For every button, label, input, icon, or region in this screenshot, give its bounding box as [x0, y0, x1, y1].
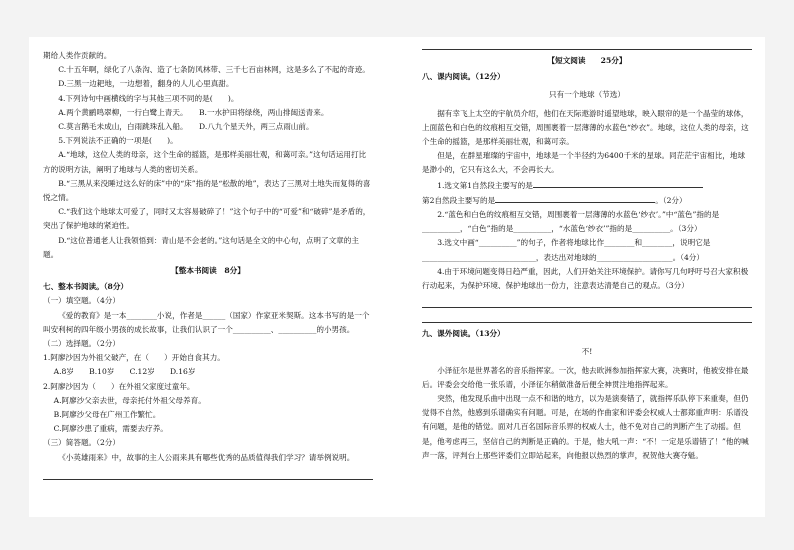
- question-7-2-2: 2.阿廖沙因为（ ）在外祖父家度过童年。: [43, 381, 195, 391]
- question-7-1: （一）填空题。（4分）: [43, 296, 120, 306]
- question-7-2-1-options: A.8岁 B.10岁 C.12岁 D.16岁: [53, 367, 196, 377]
- question-7-2: （二）选择题。（2分）: [43, 339, 120, 349]
- question-8-2: 2.“蓝色和白色的纹痕相互交错，周围裹着一层薄薄的水蓝色‘纱衣’。”中“蓝色”指的是__________，“白色”指的是__________，“水蓝色‘纱衣’”指的是__________。（3分）: [422, 210, 720, 234]
- question-7-3-text: 《小英雄雨来》中，故事的主人公雨来具有哪些优秀的品质值得我们学习？请举例说明。: [58, 452, 355, 462]
- question-4-options-ab: A.两个黄鹂鸣翠柳，一行白鹭上青天。 B.一水护田将绿绕，两山排闼送青来。: [58, 107, 329, 117]
- question-8-1b-text: 第2自然段主要写的是: [422, 195, 496, 205]
- top-rule: [422, 49, 752, 50]
- question-7-2-1: 1.阿廖沙因为外祖父破产，在（ ）开始自食其力。: [43, 353, 225, 363]
- passage-2-paragraph-1: 小泽征尔是世界著名的音乐指挥家。一次，他去欧洲参加指挥家大赛，决赛时，他被安排在最后。评委会交给他一张乐谱，小泽征尔稍做准备后便全神贯注地指挥起来。: [422, 365, 749, 389]
- question-8-1-score: 。（2分）: [655, 195, 687, 205]
- question-7-2-2-b: B.阿廖沙父母在广州工作繁忙。: [53, 410, 161, 420]
- passage-paragraph-2: 但是，在群星璀璨的宇宙中，地球是一个半径约为6400千米的星球。同茫茫宇宙相比，地球是渺小的，它只有这么大，不会再长大。: [422, 151, 746, 175]
- question-8-1b: [422, 193, 752, 208]
- question-7: 七、整本书阅读。（8分）: [43, 282, 129, 292]
- passage-2-title: 不!: [581, 347, 593, 357]
- text-line: 期给人类作贡献的。: [43, 51, 112, 60]
- question-8-1a: [422, 178, 752, 193]
- question-4: 4.下列诗句中画横线的字与其他三项不同的是( )。: [58, 93, 239, 103]
- question-5-a: A.“地球，这位人类的母亲，这个生命的摇篮，是那样美丽壮观，和蔼可亲。”这句话运用打比方的说明方法，阐明了地球与人类的密切关系。: [43, 150, 367, 174]
- passage-paragraph-1: 据有幸飞上太空的宇航员介绍，他们在天际遨游时遥望地球，映入眼帘的是一个晶莹的球体，上面蓝色和白色的纹痕相互交错，周围裹着一层薄薄的水蓝色“纱衣”。地球，这位人类的母亲，这个生命的摇篮，是那样美丽壮观，和蔼可亲。: [422, 108, 749, 147]
- question-5: 5.下列说法不正确的一项是( )。: [58, 136, 178, 146]
- answer-line[interactable]: [43, 467, 373, 480]
- answer-blank[interactable]: [495, 193, 655, 203]
- question-4-options-cd: C.莫言鹅毛未成山，白雨跳珠乱入船。 D.八九个星天外，两三点雨山前。: [58, 122, 314, 132]
- question-5-b: B.“三黑从来没睡过这么好的床”中的“床”指的是“松散的地”，表达了三黑对土地失而复得的喜悦之情。: [43, 178, 371, 203]
- left-column: [43, 49, 373, 482]
- question-7-3: （三）简答题。（2分）: [43, 438, 120, 448]
- passage-2-paragraph-2: 突然，他发现乐曲中出现一点不和谐的地方，以为是演奏错了，就指挥乐队停下来重奏，但仍觉得不自然，他感到乐谱确实有问题。可是，在场的作曲家和评委会权威人士都郑重声明：乐谱没有问题，是他的错觉。面对几百名国际音乐界的权威人士，他不免对自己的判断产生了动摇。但是，他考虑再三，坚信自己的判断是正确的。于是，他大吼一声：“不！一定是乐谱错了！”他的喊声一落，评判台上那些评委们立即站起来，向他报以热烈的掌声，祝贺他大赛夺魁。: [422, 394, 749, 460]
- answer-blank[interactable]: [533, 178, 703, 188]
- question-7-2-2-a: A.阿廖沙父亲去世，母亲托付外祖父母养育。: [53, 395, 206, 405]
- question-5-d: D.“这位普通老人让我领悟到：青山是不会老的。”这句话是全文的中心句，点明了文章的主题。: [43, 235, 359, 259]
- option-d: D.三黑一边耙地，一边想着，翻身的人儿心里真甜。: [58, 79, 234, 89]
- question-8-3: 3.选文中画“__________”的句子，作者将地球比作________和________，说明它是______________________________，表达出对地球的____________________。（4分）: [422, 238, 711, 262]
- question-8-4: 4.由于环境问题变得日趋严重，因此，人们开始关注环境保护。请你写几句呼吁号召大家积极行动起来，为保护环境、保护地球出一份力，注意表达清楚自己的观点。（3分）: [422, 266, 749, 291]
- question-7-2-2-c: C.阿廖沙患了重病，需要去疗养。: [53, 424, 168, 434]
- question-8-1a-text: 1.选文第1自然段主要写的是: [437, 180, 533, 190]
- question-9: 九、课外阅读。（13分）: [422, 329, 505, 339]
- option-c: C.十五年啊，绿化了八条沟、造了七条防风林带、三千七百亩林网，这是多么了不起的奇迹。: [58, 65, 370, 75]
- section-title-whole-book: 【整本书阅读 8分】: [171, 266, 245, 276]
- question-7-1-text: 《爱的教育》是一本________小说，作者是______（国家）作家亚米契斯。这本书写的是一个叫安利柯的四年级小男孩的成长故事，让我们认识了一个__________、__________的小男孩。: [43, 310, 370, 334]
- exam-page: [29, 37, 765, 517]
- question-8: 八、课内阅读。（12分）: [422, 72, 505, 82]
- passage-title: 只有一个地球（节选）: [549, 90, 625, 100]
- answer-line[interactable]: [422, 295, 752, 308]
- question-5-c: C.“我们这个地球太可爱了，同时又太容易破碎了！”这个句子中的“可爱”和“破碎”是矛盾的，突出了保护地球的紧迫性。: [43, 207, 371, 231]
- answer-line[interactable]: [422, 310, 752, 323]
- right-column: [422, 49, 752, 463]
- section-title-passage: 【短文阅读 25分】: [547, 56, 627, 65]
